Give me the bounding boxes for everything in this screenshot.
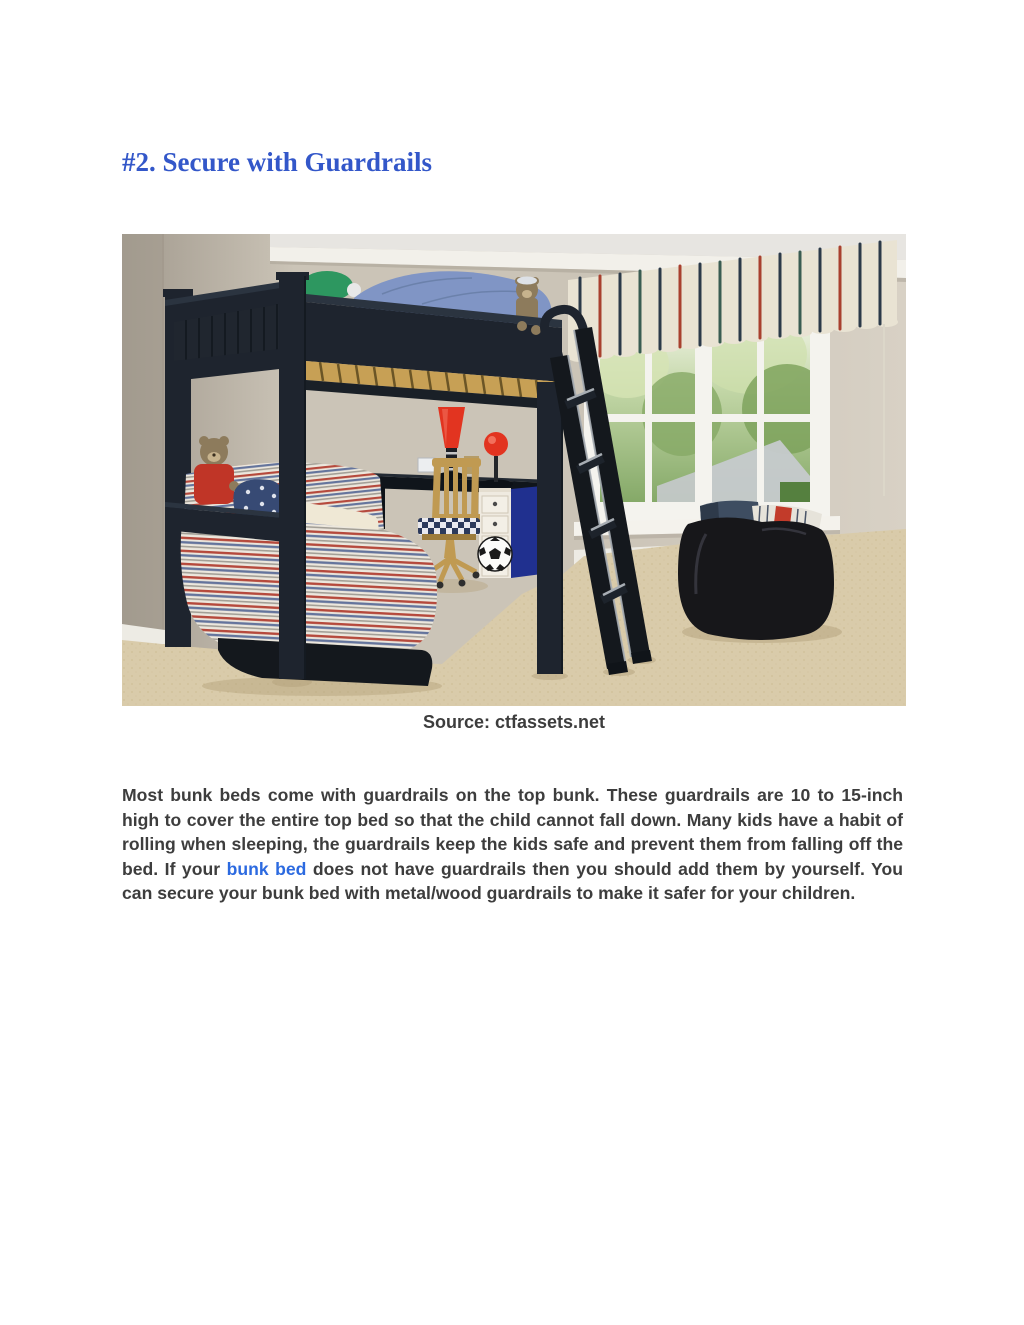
bedroom-photo-illustration — [122, 234, 906, 706]
paragraph-text-before: Most bunk beds come with guardrails on the top bunk. These guardrails are 10 to 15-inch high to cover the entire top bed so that the child cannot fall down. Many kids have a habit of rolling when sleeping, the guardrails keep the kids safe and prevent them from falling off the bed. If your — [122, 785, 903, 879]
drawer-unit — [478, 486, 542, 578]
paragraph-text-after: does not have guardrails then you should add them by yourself. You can secure your bunk bed with metal/wood guardrails to make it safer for your children. — [122, 858, 903, 903]
bean-bag — [678, 501, 834, 640]
soccer-ball-graphic — [478, 537, 512, 571]
bedroom-photo — [122, 234, 906, 706]
body-paragraph — [122, 783, 903, 906]
section-heading: #2. Secure with Guardrails — [122, 147, 432, 177]
image-source-caption: Source: ctfassets.net — [422, 712, 606, 732]
chair-cushion — [418, 518, 480, 535]
bunk-bed-link[interactable]: bunk bed — [226, 858, 307, 879]
teddy-bear-top — [515, 277, 539, 323]
